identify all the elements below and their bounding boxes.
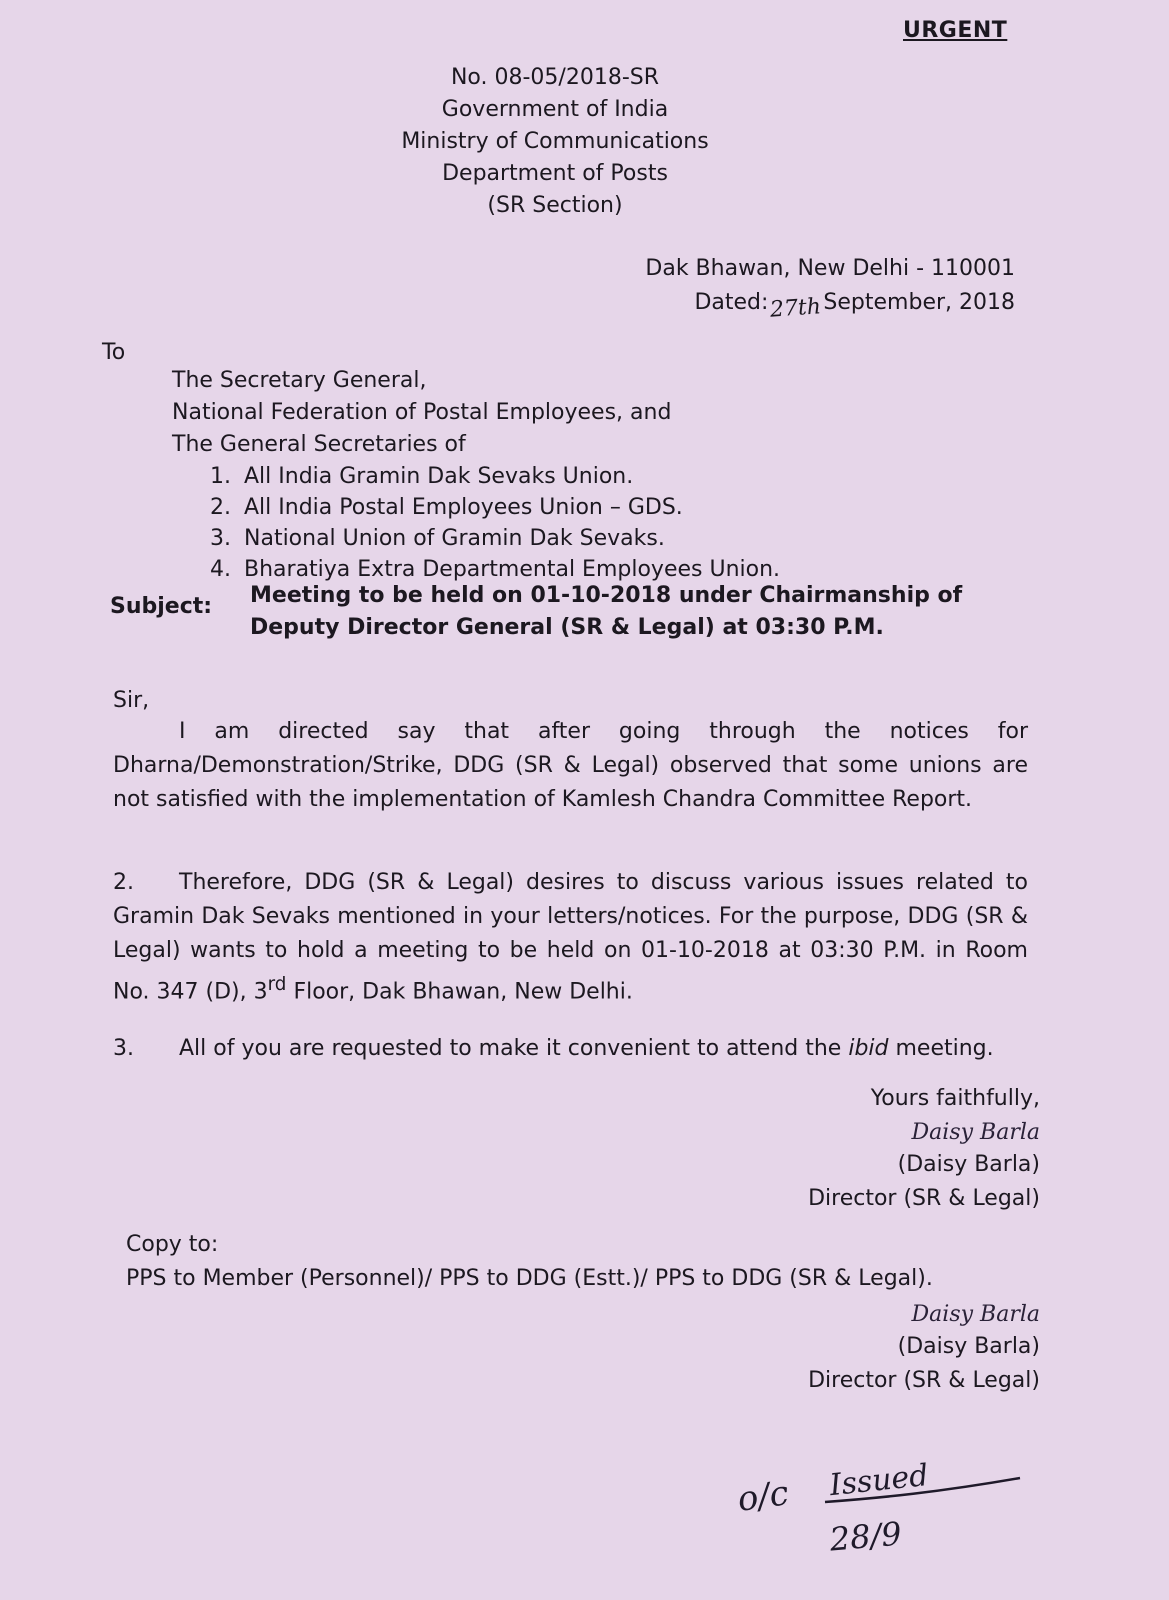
file-number: No. 08-05/2018-SR <box>450 65 660 90</box>
dated-month-year: September, 2018 <box>823 290 1015 315</box>
place-and-date <box>560 252 1015 323</box>
oc-mark: o/c <box>735 1473 792 1520</box>
subject-text: Meeting to be held on 01-10-2018 under Chairmanship of Deputy Director General (SR & Legal) at 03:30 P.M. <box>250 583 963 640</box>
signatory-title: Director (SR & Legal) <box>808 1186 1040 1211</box>
union-item <box>210 492 780 523</box>
signatory-name: (Daisy Barla) <box>897 1334 1040 1359</box>
ministry-name: Ministry of Communications <box>401 129 709 154</box>
paragraph-3-text: All of you are requested to make it convenient to attend the <box>179 1036 849 1061</box>
department-name: Department of Posts <box>442 161 668 186</box>
union-list <box>210 461 780 585</box>
issued-mark: Issued <box>827 1458 931 1504</box>
paragraph-2-text: Therefore, DDG (SR & Legal) desires to discuss various issues related to Gramin Dak Sevaks mentioned in your letters/notices. For the purpose, DDG (SR & Legal) wants to hold a meeting to be held on 01-10-2018 at 03:30 P.M. in Room No. 347 (D), 3 <box>113 870 1028 1005</box>
paragraph-number: 3. <box>113 1036 134 1061</box>
closing: Yours faithfully, <box>870 1086 1040 1111</box>
addressee-line: The General Secretaries of <box>172 432 466 457</box>
to-label: To <box>102 340 126 365</box>
paragraph-1: I am directed say that after going through the notices for Dharna/Demonstration/Strike, DDG (SR & Legal) observed that some unions are not satisfied with the implementation of Kamlesh Chandra Committee Report. <box>113 719 1028 812</box>
section-name: (SR Section) <box>487 193 623 218</box>
union-name: All India Postal Employees Union – GDS. <box>244 495 683 520</box>
union-item <box>210 461 780 492</box>
union-item <box>210 523 780 554</box>
copy-to-block <box>126 1228 933 1296</box>
floor-ordinal: rd <box>267 974 287 995</box>
paragraph-3-text-end: meeting. <box>888 1036 994 1061</box>
ibid-italic: ibid <box>848 1036 889 1061</box>
union-number: 3. <box>210 526 231 551</box>
signature-block <box>760 1082 1040 1216</box>
union-name: National Union of Gramin Dak Sevaks. <box>244 526 665 551</box>
copy-recipients: PPS to Member (Personnel)/ PPS to DDG (Estt.)/ PPS to DDG (SR & Legal). <box>126 1266 933 1291</box>
letter-header <box>340 62 770 222</box>
paragraph-number: 2. <box>113 870 134 895</box>
government-name: Government of India <box>441 97 669 122</box>
union-number: 1. <box>210 464 231 489</box>
copy-to-label: Copy to: <box>126 1232 219 1257</box>
union-number: 4. <box>210 557 231 582</box>
letter-date <box>560 286 1015 323</box>
issue-date-mark: 28/9 <box>828 1514 904 1559</box>
handwritten-day: 27th <box>769 294 823 323</box>
paragraph-2-text-end: Floor, Dak Bhawan, New Delhi. <box>286 979 633 1005</box>
signatory-name: (Daisy Barla) <box>897 1152 1040 1177</box>
addressee-line: National Federation of Postal Employees, and <box>172 400 672 425</box>
office-address: Dak Bhawan, New Delhi - 110001 <box>645 256 1015 281</box>
urgent-label: URGENT <box>903 18 1008 43</box>
signature-block-2 <box>760 1298 1040 1398</box>
addressee-line: The Secretary General, <box>172 368 427 393</box>
handwritten-signature: Daisy Barla <box>911 1120 1040 1145</box>
dated-label: Dated: <box>694 290 769 315</box>
union-name: Bharatiya Extra Departmental Employees Union. <box>244 557 781 582</box>
handwritten-signature: Daisy Barla <box>911 1302 1040 1327</box>
union-name: All India Gramin Dak Sevaks Union. <box>244 464 634 489</box>
addressee-block <box>172 365 671 461</box>
salutation: Sir, <box>113 688 150 713</box>
union-number: 2. <box>210 495 231 520</box>
handwritten-issue-initials <box>730 1450 1060 1570</box>
paragraph-2 <box>113 866 1028 1009</box>
signatory-title: Director (SR & Legal) <box>808 1368 1040 1393</box>
subject-label: Subject: <box>110 594 213 619</box>
paragraph-3 <box>113 1032 1028 1066</box>
